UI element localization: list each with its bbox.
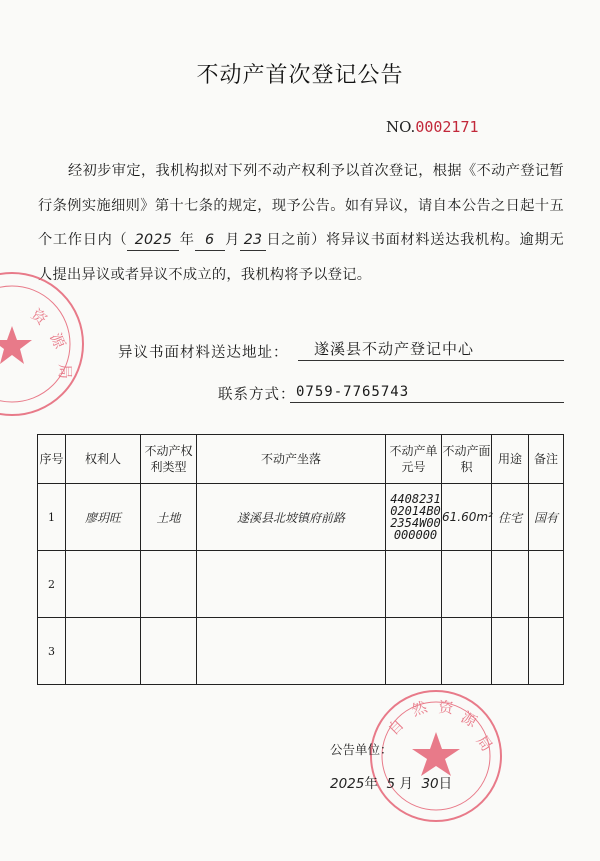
cell-seq: 3 <box>38 618 66 685</box>
table-row <box>38 618 564 685</box>
cell-note <box>529 551 564 618</box>
official-seal-left <box>0 272 84 416</box>
notice-date <box>330 772 452 792</box>
cell-note: 国有 <box>529 484 564 551</box>
cell-area <box>442 551 492 618</box>
contact-label: 联系方式： <box>218 387 296 403</box>
deadline-year: 2025 <box>127 230 179 251</box>
notice-year: 2025 <box>330 776 365 792</box>
cell-owner <box>66 618 141 685</box>
header-seq: 序号 <box>38 435 66 484</box>
notice-month-unit: 月 <box>399 776 413 792</box>
cell-right-type: 土地 <box>141 484 197 551</box>
serial-prefix: NO. <box>386 118 416 136</box>
cell-unit-no <box>386 618 442 685</box>
cell-unit-no <box>386 551 442 618</box>
seal-left-graphic <box>0 274 82 414</box>
notice-title: 不动产首次登记公告 <box>196 63 404 88</box>
header-note: 备注 <box>529 435 564 484</box>
body-text-part2: 日之前）将异议书面材料送达我机构。逾期无人提出异议或者异议不成立的，我机构将予以登记。 <box>38 232 564 283</box>
contact-value: 0759-7765743 <box>290 381 564 403</box>
address-value: 遂溪县不动产登记中心 <box>298 337 564 361</box>
table-header-row <box>38 435 564 484</box>
property-table <box>37 434 564 685</box>
serial-digits: 0002171 <box>415 118 479 136</box>
body-text-part1: 经初步审定，我机构拟对下列不动产权利予以首次登记，根据《不动产登记暂行条例实施细则》第十七条的规定，现予公告。如有异议，请自本公告之日起十五个工作日内（ <box>38 163 564 248</box>
cell-seq: 1 <box>38 484 66 551</box>
cell-area <box>442 618 492 685</box>
notice-day: 30 <box>421 776 439 792</box>
cell-use <box>492 551 529 618</box>
svg-text:资: 资 <box>27 305 51 329</box>
header-owner: 权利人 <box>66 435 141 484</box>
header-unit-no: 不动产单元号 <box>386 435 442 484</box>
svg-text:自: 自 <box>384 715 408 739</box>
cell-location: 遂溪县北坡镇府前路 <box>197 484 386 551</box>
svg-text:局: 局 <box>56 364 74 380</box>
svg-text:源: 源 <box>458 707 481 731</box>
cell-owner <box>66 551 141 618</box>
cell-use: 住宅 <box>492 484 529 551</box>
svg-text:资: 资 <box>437 698 455 718</box>
deadline-day: 23 <box>240 230 266 251</box>
cell-owner: 廖玥旺 <box>66 484 141 551</box>
cell-right-type <box>141 618 197 685</box>
table-row <box>38 551 564 618</box>
cell-use <box>492 618 529 685</box>
cell-location <box>197 618 386 685</box>
svg-text:局: 局 <box>472 731 497 755</box>
header-area: 不动产面积 <box>442 435 492 484</box>
cell-area: 61.60m² <box>442 484 492 551</box>
header-use: 用途 <box>492 435 529 484</box>
cell-location <box>197 551 386 618</box>
serial-number <box>386 118 479 136</box>
notice-month: 5 <box>386 776 396 792</box>
svg-text:然: 然 <box>409 697 430 720</box>
header-location: 不动产坐落 <box>197 435 386 484</box>
issuing-org-label: 公告单位： <box>330 742 393 757</box>
deadline-month: 6 <box>195 230 225 251</box>
address-label: 异议书面材料送达地址： <box>118 345 289 361</box>
cell-unit-no: 440823102014B02354W00000000 <box>386 484 442 551</box>
header-right-type: 不动产权利类型 <box>141 435 197 484</box>
month-unit: 月 <box>224 232 241 248</box>
cell-seq: 2 <box>38 551 66 618</box>
svg-text:源: 源 <box>46 330 70 352</box>
notice-year-unit: 年 <box>364 776 378 792</box>
notice-day-unit: 日 <box>438 776 453 792</box>
cell-note <box>529 618 564 685</box>
table-row <box>38 484 564 551</box>
year-unit: 年 <box>179 232 195 248</box>
notice-body <box>38 154 564 292</box>
cell-right-type <box>141 551 197 618</box>
